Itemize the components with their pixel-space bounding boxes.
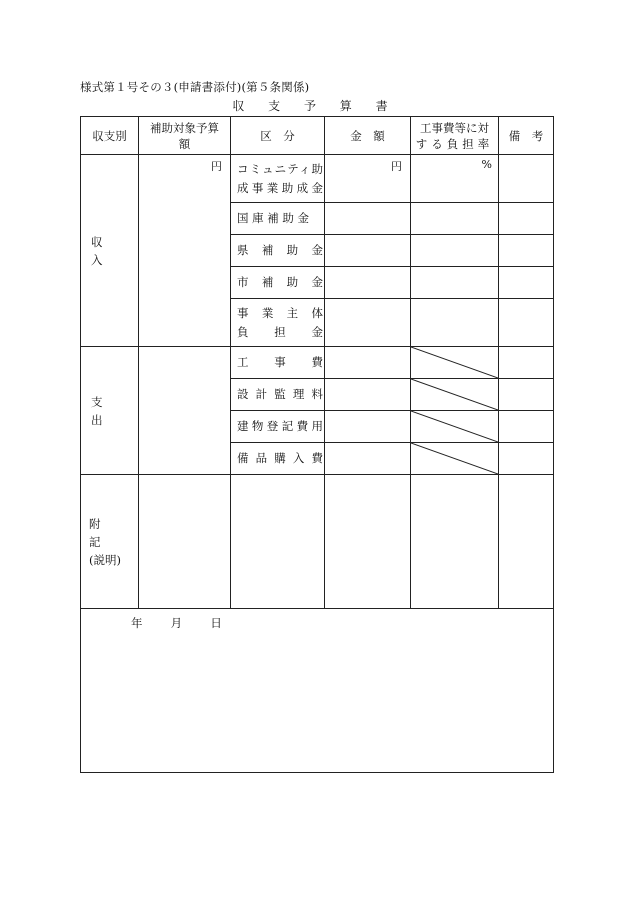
- income-burden-city[interactable]: [411, 267, 499, 299]
- income-item-prefecture-label: 県補助金: [237, 243, 323, 257]
- budget-table: [80, 116, 554, 773]
- expense-remarks-design[interactable]: [499, 379, 554, 411]
- income-burden-prefecture[interactable]: [411, 235, 499, 267]
- income-item-operator-line1: 事業主体: [237, 305, 323, 320]
- income-item-city-label: 市補助金: [237, 275, 323, 289]
- document-title: 収 支 予 算 書: [232, 99, 398, 113]
- income-amount-national[interactable]: [325, 203, 411, 235]
- yen-unit-label: 円: [211, 160, 222, 173]
- income-item-city: [231, 267, 325, 299]
- income-item-national-label: 国庫補助金: [237, 211, 309, 225]
- col-header-amount: 金 額: [325, 117, 411, 155]
- yen-unit-label: 円: [391, 160, 402, 173]
- date-signature-cell[interactable]: [81, 609, 554, 773]
- income-burden-operator[interactable]: [411, 299, 499, 347]
- month-label: 月: [170, 616, 183, 630]
- col-header-burden-line1: 工事費等に対: [420, 120, 489, 135]
- income-item-community: [231, 155, 325, 203]
- income-burden-national[interactable]: [411, 203, 499, 235]
- notes-label: [81, 475, 139, 609]
- income-remarks-national[interactable]: [499, 203, 554, 235]
- expense-amount-construction[interactable]: [325, 347, 411, 379]
- col-header-burden-rate: [411, 117, 499, 155]
- income-remarks-community[interactable]: [499, 155, 554, 203]
- expense-item-equipment-label: 備品購入費: [237, 451, 323, 465]
- notes-label-line2: (説明): [89, 552, 121, 567]
- expense-row: [81, 347, 554, 379]
- income-item-community-line2: 成事業助成金: [237, 180, 323, 195]
- diagonal-strike: [411, 347, 498, 378]
- notes-amount-cell[interactable]: [325, 475, 411, 609]
- notes-burden-cell[interactable]: [411, 475, 499, 609]
- income-category-label: 収入: [81, 155, 139, 347]
- expense-burden-equipment: [411, 443, 499, 475]
- expense-item-construction: [231, 347, 325, 379]
- expense-remarks-equipment[interactable]: [499, 443, 554, 475]
- notes-subsidy-base-cell[interactable]: [139, 475, 231, 609]
- income-amount-city[interactable]: [325, 267, 411, 299]
- expense-subsidy-base-cell[interactable]: [139, 347, 231, 475]
- expense-item-registration-label: 建物登記費用: [237, 419, 323, 433]
- form-number-label: 様式第１号その３(申請書添付)(第５条関係): [80, 80, 310, 94]
- expense-item-registration: [231, 411, 325, 443]
- date-line: [131, 615, 222, 631]
- date-row: [81, 609, 554, 773]
- income-row: [81, 155, 554, 203]
- col-header-subsidy-base-line2: 額: [178, 136, 191, 151]
- col-header-subsidy-base: [139, 117, 231, 155]
- income-remarks-prefecture[interactable]: [499, 235, 554, 267]
- income-item-national: [231, 203, 325, 235]
- income-item-operator-line2: 負担金: [237, 324, 323, 339]
- percent-unit-label: %: [481, 158, 492, 171]
- col-header-remarks: 備 考: [499, 117, 554, 155]
- income-amount-operator[interactable]: [325, 299, 411, 347]
- expense-burden-construction: [411, 347, 499, 379]
- income-remarks-city[interactable]: [499, 267, 554, 299]
- col-header-section: 区 分: [231, 117, 325, 155]
- income-item-operator: [231, 299, 325, 347]
- col-header-kind: 収支別: [81, 117, 139, 155]
- income-amount-community[interactable]: [325, 155, 411, 203]
- expense-amount-registration[interactable]: [325, 411, 411, 443]
- expense-item-equipment: [231, 443, 325, 475]
- diagonal-strike: [411, 411, 498, 442]
- income-remarks-operator[interactable]: [499, 299, 554, 347]
- notes-label-line1: 附記: [89, 516, 115, 549]
- diagonal-strike: [411, 443, 498, 474]
- col-header-subsidy-base-line1: 補助対象予算: [150, 120, 219, 135]
- year-label: 年: [131, 616, 143, 630]
- expense-item-construction-label: 工事費: [237, 355, 323, 369]
- expense-burden-design: [411, 379, 499, 411]
- expense-amount-equipment[interactable]: [325, 443, 411, 475]
- day-label: 日: [210, 616, 222, 630]
- income-amount-prefecture[interactable]: [325, 235, 411, 267]
- col-header-burden-line2: する負担率: [415, 136, 494, 151]
- notes-row: [81, 475, 554, 609]
- expense-amount-design[interactable]: [325, 379, 411, 411]
- expense-remarks-registration[interactable]: [499, 411, 554, 443]
- income-item-prefecture: [231, 235, 325, 267]
- income-burden-community[interactable]: [411, 155, 499, 203]
- expense-category-label: 支出: [81, 347, 139, 475]
- diagonal-strike: [411, 379, 498, 410]
- header-row: [81, 117, 554, 155]
- notes-remarks-cell[interactable]: [499, 475, 554, 609]
- expense-remarks-construction[interactable]: [499, 347, 554, 379]
- income-item-community-line1: コミュニティ助: [237, 161, 323, 176]
- notes-section-cell[interactable]: [231, 475, 325, 609]
- expense-item-design-label: 設計監理料: [237, 387, 323, 401]
- income-subsidy-base-cell[interactable]: [139, 155, 231, 347]
- expense-item-design: [231, 379, 325, 411]
- expense-burden-registration: [411, 411, 499, 443]
